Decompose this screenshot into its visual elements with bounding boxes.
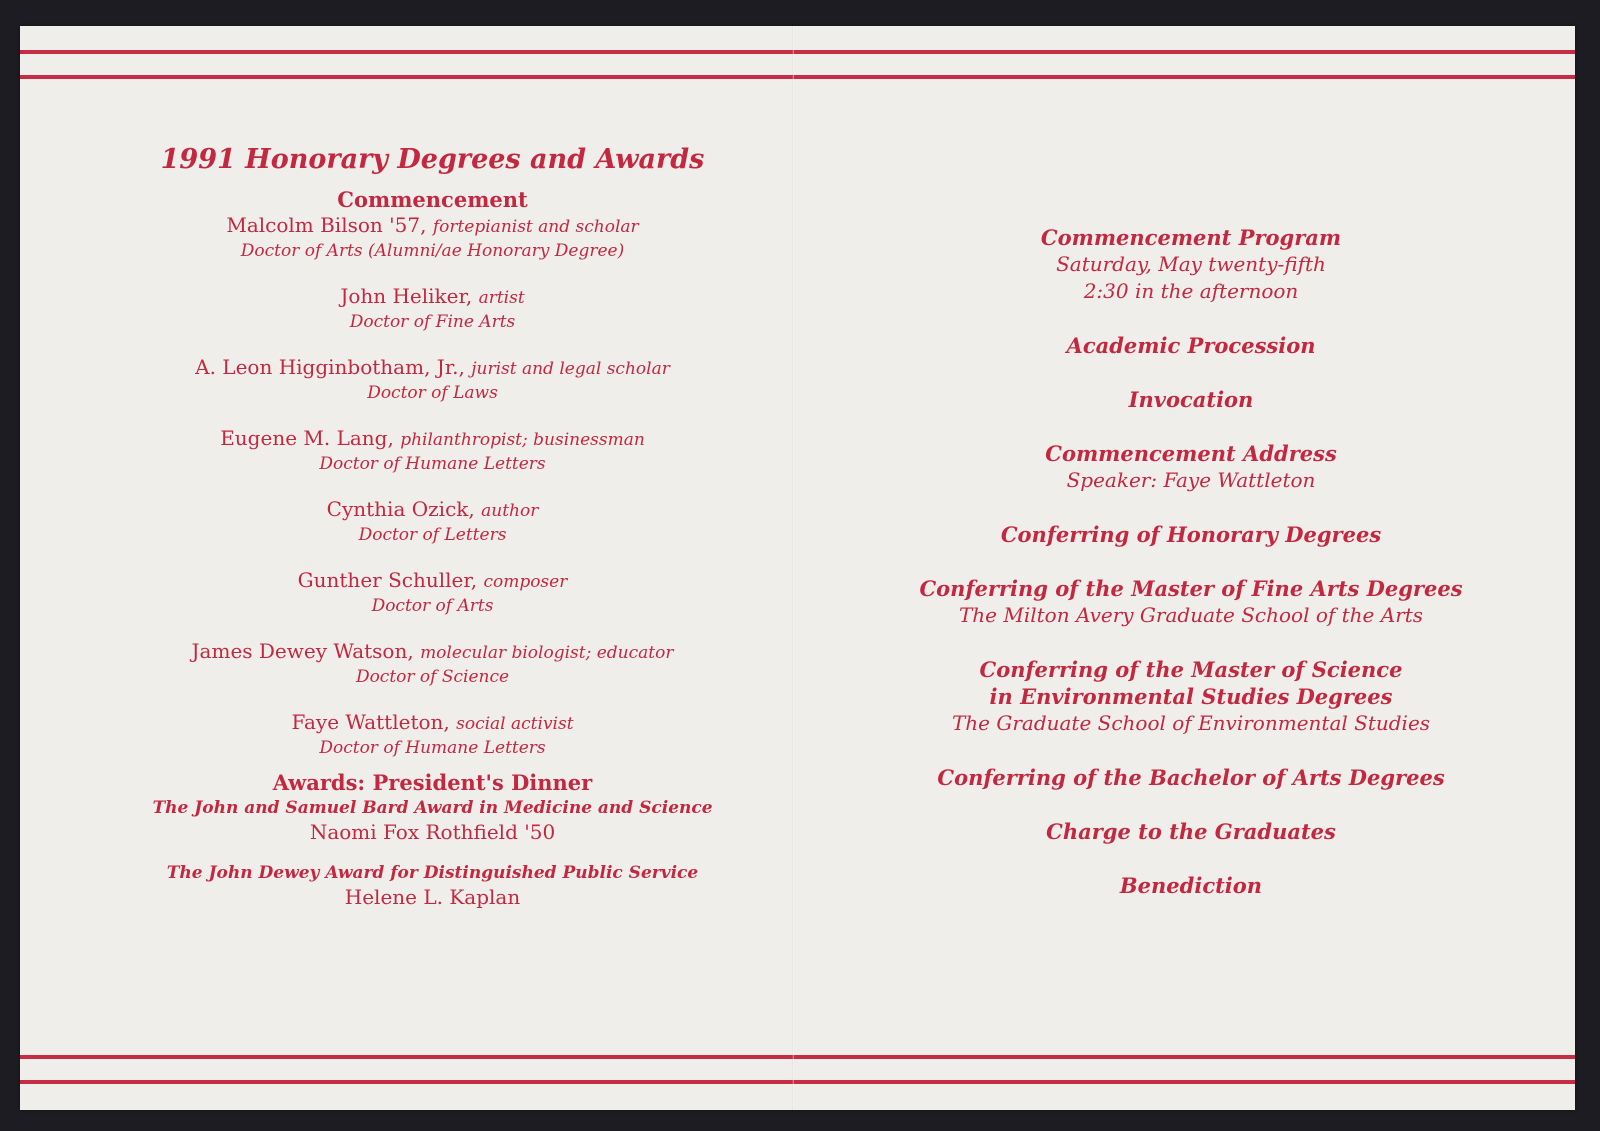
honoree-role: fortepianist and scholar xyxy=(432,217,639,237)
honoree-list xyxy=(150,213,715,760)
award-name: The John and Samuel Bard Award in Medicine and Science xyxy=(152,798,713,818)
honoree-name: Malcolm Bilson '57, xyxy=(226,213,433,237)
program-heading: Academic Procession xyxy=(1066,333,1316,358)
honoree-degree: Doctor of Science xyxy=(355,667,510,687)
honoree-role: author xyxy=(481,501,539,521)
honoree-role: jurist and legal scholar xyxy=(471,359,670,379)
program-detail: Speaker: Faye Wattleton xyxy=(1066,468,1316,492)
honoree-name-line xyxy=(150,568,715,594)
honoree-name: Cynthia Ozick, xyxy=(326,497,482,521)
honoree-entry xyxy=(150,213,715,263)
honoree-entry xyxy=(150,284,715,334)
program-heading: Invocation xyxy=(1128,387,1254,412)
honoree-role: artist xyxy=(478,288,525,308)
commencement-heading: Commencement xyxy=(337,187,528,212)
honorary-degrees-panel xyxy=(150,144,715,926)
honoree-name-line xyxy=(150,213,715,239)
honoree-role: social activist xyxy=(456,714,574,734)
honoree-name: Eugene M. Lang, xyxy=(220,426,401,450)
program-heading: Conferring of the Master of Science xyxy=(979,657,1403,682)
honoree-degree: Doctor of Fine Arts xyxy=(349,312,516,332)
program-item xyxy=(897,656,1485,737)
award-entry xyxy=(150,796,715,845)
commencement-program-panel xyxy=(897,224,1485,926)
program-detail: The Graduate School of Environmental Studies xyxy=(951,711,1431,735)
award-recipient: Helene L. Kaplan xyxy=(344,885,521,909)
honoree-name-line xyxy=(150,355,715,381)
program-heading: Conferring of the Master of Fine Arts Degrees xyxy=(919,576,1463,601)
bottom-rule-outer xyxy=(20,1080,1575,1084)
top-rule-outer xyxy=(20,50,1575,54)
honoree-entry xyxy=(150,497,715,547)
program-detail: Saturday, May twenty-fifth xyxy=(1056,252,1326,276)
honoree-name-line xyxy=(150,284,715,310)
program-heading: Commencement Address xyxy=(1045,441,1337,466)
program-item xyxy=(897,521,1485,548)
honoree-degree: Doctor of Humane Letters xyxy=(319,454,546,474)
program-detail: The Milton Avery Graduate School of the Arts xyxy=(958,603,1424,627)
honoree-degree: Doctor of Arts (Alumni/ae Honorary Degree) xyxy=(240,241,625,261)
honoree-degree: Doctor of Letters xyxy=(358,525,507,545)
award-recipient: Naomi Fox Rothfield '50 xyxy=(309,820,556,844)
award-entry xyxy=(150,861,715,910)
honoree-degree: Doctor of Humane Letters xyxy=(319,738,546,758)
program-detail: 2:30 in the afternoon xyxy=(1083,279,1299,303)
honoree-entry xyxy=(150,710,715,760)
program-item xyxy=(897,872,1485,899)
program-heading: Conferring of the Bachelor of Arts Degrees xyxy=(937,765,1445,790)
honoree-name: A. Leon Higginbotham, Jr., xyxy=(195,355,472,379)
program-heading: Benediction xyxy=(1119,873,1263,898)
page-title: 1991 Honorary Degrees and Awards xyxy=(160,144,705,175)
top-rule-inner xyxy=(20,75,1575,79)
center-fold xyxy=(792,26,794,1110)
honoree-entry xyxy=(150,355,715,405)
program-item xyxy=(897,575,1485,629)
program-heading: in Environmental Studies Degrees xyxy=(989,684,1393,709)
awards-heading: Awards: President's Dinner xyxy=(272,770,593,795)
program-sheet xyxy=(20,26,1575,1110)
program-heading: Charge to the Graduates xyxy=(1046,819,1336,844)
program-heading: Commencement Program xyxy=(1040,225,1342,250)
honoree-entry xyxy=(150,426,715,476)
honoree-entry xyxy=(150,639,715,689)
bottom-rule-inner xyxy=(20,1055,1575,1059)
honoree-name-line xyxy=(150,639,715,665)
program-item xyxy=(897,386,1485,413)
program-list xyxy=(897,224,1485,899)
honoree-name: John Heliker, xyxy=(340,284,479,308)
program-item xyxy=(897,332,1485,359)
award-name: The John Dewey Award for Distinguished Public Service xyxy=(166,863,699,883)
honoree-name: Faye Wattleton, xyxy=(291,710,457,734)
program-item xyxy=(897,224,1485,305)
honoree-name-line xyxy=(150,710,715,736)
honoree-name: James Dewey Watson, xyxy=(191,639,421,663)
honoree-name-line xyxy=(150,426,715,452)
award-list xyxy=(150,796,715,910)
honoree-name-line xyxy=(150,497,715,523)
honoree-role: composer xyxy=(483,572,568,592)
honoree-role: philanthropist; businessman xyxy=(400,430,645,450)
honoree-degree: Doctor of Laws xyxy=(367,383,498,403)
program-item xyxy=(897,764,1485,791)
program-item xyxy=(897,818,1485,845)
honoree-role: molecular biologist; educator xyxy=(420,643,674,663)
program-item xyxy=(897,440,1485,494)
honoree-entry xyxy=(150,568,715,618)
honoree-degree: Doctor of Arts xyxy=(371,596,494,616)
honoree-name: Gunther Schuller, xyxy=(297,568,484,592)
program-heading: Conferring of Honorary Degrees xyxy=(1000,522,1382,547)
